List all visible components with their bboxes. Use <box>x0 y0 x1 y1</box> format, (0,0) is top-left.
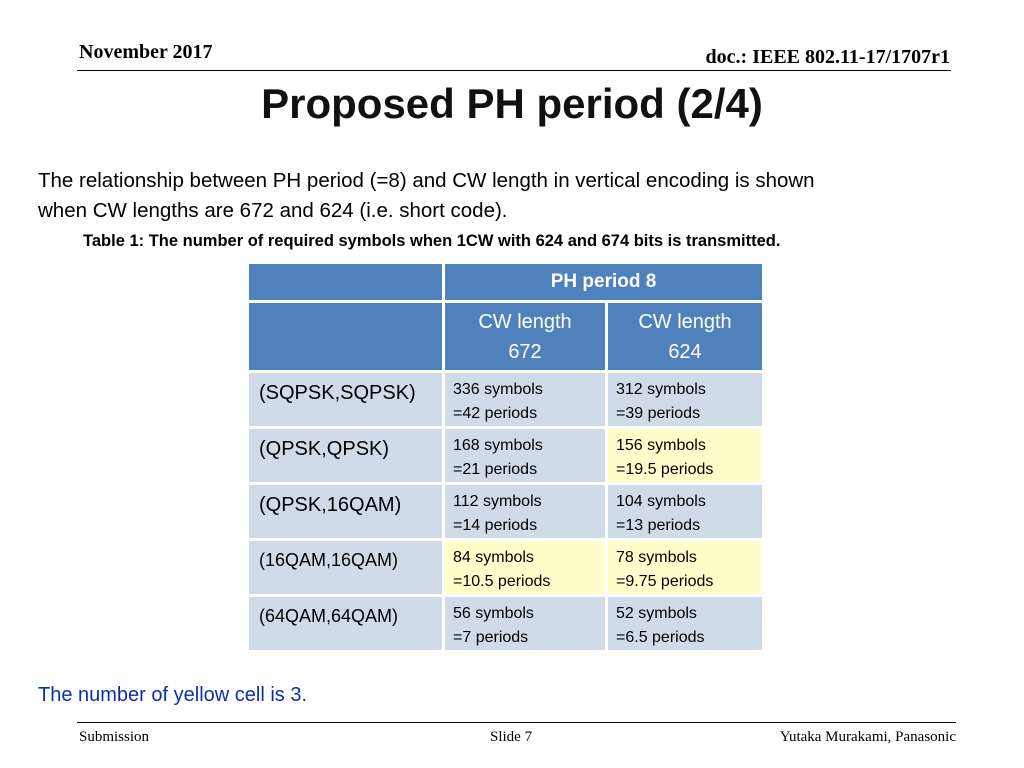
column-header-line-1: CW length <box>638 311 732 333</box>
value-cell-highlighted <box>607 540 764 596</box>
value-cell <box>444 372 607 428</box>
row-label-cell <box>248 540 444 596</box>
header-group-cell <box>444 263 764 302</box>
column-header-line-1: CW length <box>478 311 572 333</box>
symbols-value: 312 symbols <box>616 381 706 398</box>
table-row <box>248 428 764 484</box>
subheader-corner-cell <box>248 302 444 372</box>
value-cell-highlighted <box>607 428 764 484</box>
table-row <box>248 596 764 652</box>
periods-value: =7 periods <box>453 629 529 646</box>
table-subheader-row <box>248 302 764 372</box>
header-corner-cell <box>248 263 444 302</box>
row-label-cell <box>248 596 444 652</box>
table-row <box>248 372 764 428</box>
periods-value: =39 periods <box>616 405 701 422</box>
row-label-cell <box>248 372 444 428</box>
periods-value: =21 periods <box>453 461 538 478</box>
value-cell <box>444 596 607 652</box>
symbols-value: 112 symbols <box>453 493 542 510</box>
row-label-cell <box>248 428 444 484</box>
symbols-value: 168 symbols <box>453 437 543 454</box>
intro-line-1: The relationship between PH period (=8) and CW length in vertical encoding is shown <box>38 169 815 192</box>
value-cell <box>607 372 764 428</box>
symbols-value: 84 symbols <box>453 549 534 566</box>
column-header-line-2: 672 <box>508 341 542 363</box>
symbols-value: 52 symbols <box>616 605 697 622</box>
yellow-cell-note: The number of yellow cell is 3. <box>38 684 308 706</box>
table-caption: Table 1: The number of required symbols when 1CW with 624 and 674 bits is transmitted. <box>83 232 781 250</box>
footer-submission: Submission <box>79 729 150 745</box>
header-divider <box>77 70 951 71</box>
symbols-value: 156 symbols <box>616 437 706 454</box>
periods-value: =19.5 periods <box>616 461 714 478</box>
value-cell <box>444 428 607 484</box>
footer-slide-number: Slide 7 <box>490 729 533 745</box>
symbols-value: 336 symbols <box>453 381 543 398</box>
header-date: November 2017 <box>79 41 213 63</box>
value-cell <box>607 596 764 652</box>
periods-value: =10.5 periods <box>453 573 551 590</box>
periods-value: =9.75 periods <box>616 573 714 590</box>
footer-author: Yutaka Murakami, Panasonic <box>779 729 956 745</box>
periods-value: =13 periods <box>616 517 701 534</box>
column-header-cw-624 <box>607 302 764 372</box>
header-doc-id: doc.: IEEE 802.11-17/1707r1 <box>705 46 950 68</box>
table-row <box>248 540 764 596</box>
intro-paragraph <box>38 166 958 226</box>
value-cell <box>444 484 607 540</box>
periods-value: =6.5 periods <box>616 629 705 646</box>
table-row <box>248 484 764 540</box>
symbols-value: 56 symbols <box>453 605 534 622</box>
slide-title: Proposed PH period (2/4) <box>261 80 763 127</box>
row-label: (64QAM,64QAM) <box>259 606 399 626</box>
value-cell-highlighted <box>444 540 607 596</box>
intro-line-2: when CW lengths are 672 and 624 (i.e. short code). <box>38 199 508 222</box>
row-label: (QPSK,16QAM) <box>259 494 402 516</box>
symbols-value: 104 symbols <box>616 493 706 510</box>
row-label: (SQPSK,SQPSK) <box>259 382 416 404</box>
row-label: (16QAM,16QAM) <box>259 550 399 570</box>
periods-value: =14 periods <box>453 517 538 534</box>
row-label: (QPSK,QPSK) <box>259 438 390 460</box>
table-header-row <box>248 263 764 302</box>
column-header-cw-672 <box>444 302 607 372</box>
symbols-value: 78 symbols <box>616 549 697 566</box>
periods-value: =42 periods <box>453 405 538 422</box>
row-label-cell <box>248 484 444 540</box>
value-cell <box>607 484 764 540</box>
column-header-line-2: 624 <box>668 341 702 363</box>
footer-divider <box>77 722 956 723</box>
ph-period-table <box>246 261 765 653</box>
header-group-label: PH period 8 <box>550 271 657 292</box>
